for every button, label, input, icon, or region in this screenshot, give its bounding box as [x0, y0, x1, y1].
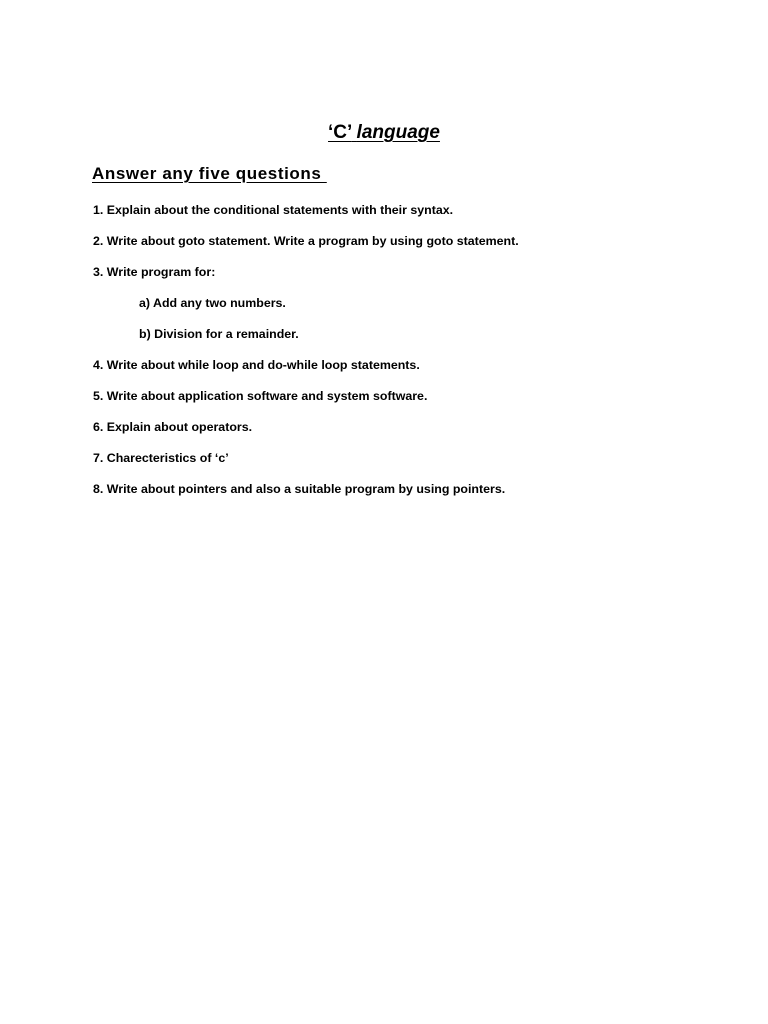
question-7: 7. Charecteristics of ‘c’ — [93, 451, 229, 465]
question-2: 2. Write about goto statement. Write a program by using goto statement. — [93, 234, 519, 248]
question-8: 8. Write about pointers and also a suitable program by using pointers. — [93, 482, 506, 496]
question-5: 5. Write about application software and system software. — [93, 389, 428, 403]
question-3b: b) Division for a remainder. — [139, 327, 299, 341]
question-4: 4. Write about while loop and do-while loop statements. — [93, 358, 420, 372]
title-quoted-c: ‘C’ — [328, 122, 352, 143]
question-6: 6. Explain about operators. — [93, 420, 253, 434]
page-title — [0, 121, 768, 145]
question-1: 1. Explain about the conditional statements with their syntax. — [93, 203, 454, 217]
title-word: language — [356, 122, 440, 143]
question-3a: a) Add any two numbers. — [139, 296, 286, 310]
instructions-heading: Answer any five questions — [92, 164, 327, 183]
question-3: 3. Write program for: — [93, 265, 216, 279]
